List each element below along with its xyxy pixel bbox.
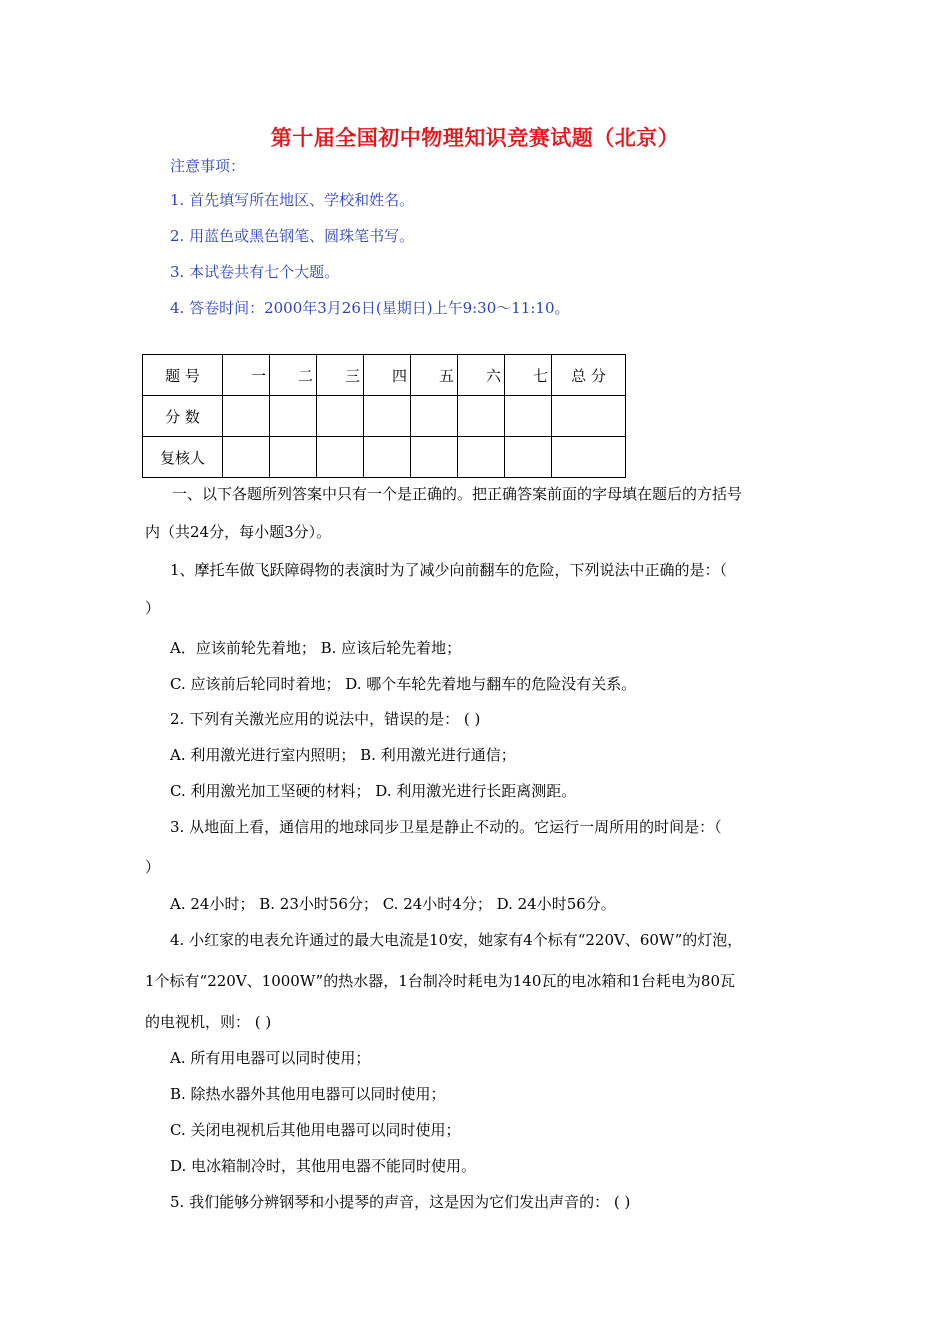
question-text: 2. 下列有关激光应用的说法中，错误的是： ( ) [170, 710, 481, 728]
reviewer-cell[interactable] [270, 437, 317, 478]
section-intro: 一、以下各题所列答案中只有一个是正确的。把正确答案前面的字母填在题后的方括号 [172, 485, 743, 503]
reviewer-cell[interactable] [223, 437, 270, 478]
score-table [142, 354, 626, 478]
question-text: 1、摩托车做飞跃障碍物的表演时为了减少向前翻车的危险，下列说法中正确的是：（ [170, 561, 728, 579]
notice-item: 3. 本试卷共有七个大题。 [170, 263, 340, 281]
answer-option: C. 应该前后轮同时着地； D. 哪个车轮先着地与翻车的危险没有关系。 [170, 675, 637, 693]
header-cell: 三 [317, 355, 364, 396]
question-text: 1个标有“220V、1000W”的热水器，1台制冷时耗电为140瓦的电冰箱和1台耗电为80瓦 [145, 972, 736, 990]
score-cell[interactable] [317, 396, 364, 437]
notice-item: 2. 用蓝色或黑色钢笔、圆珠笔书写。 [170, 227, 415, 245]
score-cell[interactable] [458, 396, 505, 437]
answer-option: C. 关闭电视机后其他用电器可以同时使用； [170, 1121, 461, 1139]
reviewer-cell[interactable] [317, 437, 364, 478]
notice-item: 4. 答卷时间：2000年3月26日(星期日)上午9:30～11:10。 [170, 299, 570, 317]
answer-option: D. 电冰箱制冷时，其他用电器不能同时使用。 [170, 1157, 477, 1175]
reviewer-cell[interactable] [411, 437, 458, 478]
header-cell: 六 [458, 355, 505, 396]
reviewer-cell[interactable] [364, 437, 411, 478]
score-table-header-row [143, 355, 626, 396]
score-table-row [143, 437, 626, 478]
question-text: 4. 小红家的电表允许通过的最大电流是10安，她家有4个标有“220V、60W”的灯泡， [170, 931, 743, 949]
question-text: ） [145, 599, 161, 617]
notice-item: 1. 首先填写所在地区、学校和姓名。 [170, 191, 415, 209]
header-cell: 二 [270, 355, 317, 396]
answer-option: A．应该前轮先着地； B. 应该后轮先着地； [170, 639, 462, 657]
row-label: 分 数 [143, 396, 223, 437]
score-cell[interactable] [411, 396, 458, 437]
header-cell: 五 [411, 355, 458, 396]
score-cell[interactable] [552, 396, 626, 437]
header-cell: 题 号 [143, 355, 223, 396]
answer-option: A. 24小时； B. 23小时56分； C. 24小时4分； D. 24小时56分。 [170, 895, 616, 913]
score-cell[interactable] [505, 396, 552, 437]
score-cell[interactable] [364, 396, 411, 437]
reviewer-cell[interactable] [458, 437, 505, 478]
answer-option: A. 所有用电器可以同时使用； [170, 1049, 371, 1067]
header-cell: 四 [364, 355, 411, 396]
question-text: 3. 从地面上看，通信用的地球同步卫星是静止不动的。它运行一周所用的时间是：（ [170, 818, 722, 836]
score-table-row [143, 396, 626, 437]
question-text: 5. 我们能够分辨钢琴和小提琴的声音，这是因为它们发出声音的： ( ) [170, 1193, 631, 1211]
reviewer-cell[interactable] [505, 437, 552, 478]
exam-title: 第十届全国初中物理知识竞赛试题（北京） [270, 125, 680, 150]
row-label: 复核人 [143, 437, 223, 478]
score-cell[interactable] [270, 396, 317, 437]
header-cell: 七 [505, 355, 552, 396]
answer-option: B. 除热水器外其他用电器可以同时使用； [170, 1085, 446, 1103]
header-cell: 总 分 [552, 355, 626, 396]
answer-option: A. 利用激光进行室内照明； B. 利用激光进行通信； [170, 746, 516, 764]
answer-option: C. 利用激光加工坚硬的材料； D. 利用激光进行长距离测距。 [170, 782, 577, 800]
notice-heading: 注意事项： [170, 157, 246, 175]
question-text: 的电视机，则： ( ) [145, 1013, 272, 1031]
question-text: ） [145, 858, 161, 876]
header-cell: 一 [223, 355, 270, 396]
section-intro: 内（共24分，每小题3分）。 [145, 523, 332, 541]
score-cell[interactable] [223, 396, 270, 437]
reviewer-cell[interactable] [552, 437, 626, 478]
